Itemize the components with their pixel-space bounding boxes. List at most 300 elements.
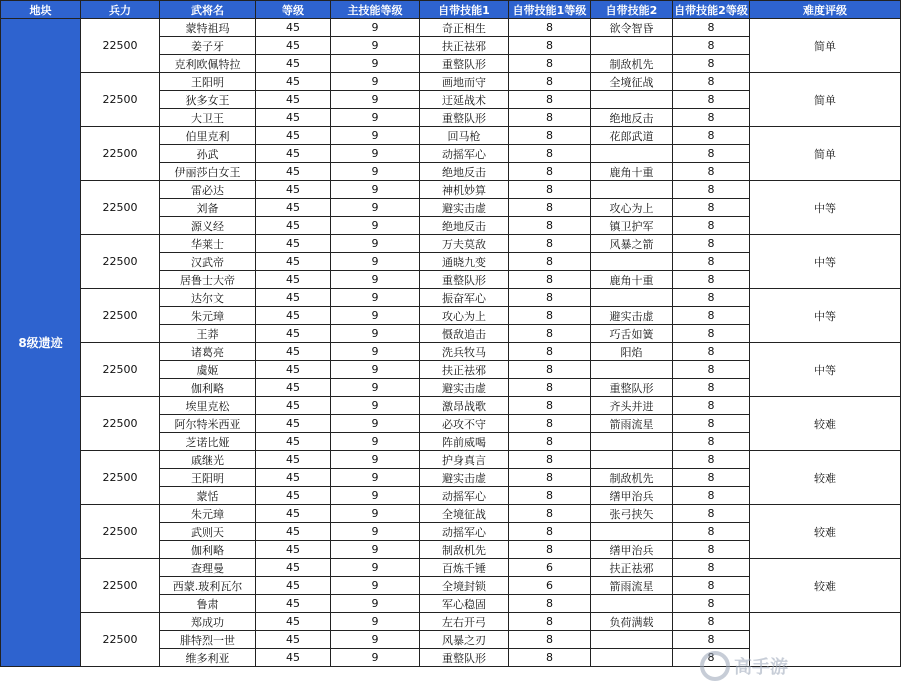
skill1-cell: 重整队形: [420, 271, 509, 289]
skill1-level-cell: 8: [509, 613, 591, 631]
main-skill-level-cell: 9: [331, 343, 420, 361]
general-name-cell: 朱元璋: [160, 505, 256, 523]
difficulty-cell: 较难: [750, 559, 901, 613]
level-cell: 45: [256, 235, 331, 253]
skill1-level-cell: 8: [509, 253, 591, 271]
general-name-cell: 芝诺比娅: [160, 433, 256, 451]
table-row: [1, 505, 901, 523]
skill1-level-cell: 8: [509, 55, 591, 73]
troops-cell: 22500: [81, 343, 160, 397]
skill2-level-cell: 8: [673, 37, 750, 55]
skill2-cell: [591, 289, 673, 307]
skill1-level-cell: 8: [509, 235, 591, 253]
skill1-cell: 重整队形: [420, 649, 509, 667]
skill2-cell: 扶正祛邪: [591, 559, 673, 577]
skill1-level-cell: 8: [509, 595, 591, 613]
skill1-level-cell: 8: [509, 523, 591, 541]
main-skill-level-cell: 9: [331, 19, 420, 37]
general-name-cell: 朱元璋: [160, 307, 256, 325]
troops-cell: 22500: [81, 19, 160, 73]
main-skill-level-cell: 9: [331, 91, 420, 109]
main-skill-level-cell: 9: [331, 559, 420, 577]
skill2-cell: 全境征战: [591, 73, 673, 91]
header-cell: 武将名: [160, 1, 256, 19]
troops-cell: 22500: [81, 613, 160, 667]
level-cell: 45: [256, 289, 331, 307]
level-cell: 45: [256, 253, 331, 271]
difficulty-cell: 简单: [750, 73, 901, 127]
level-cell: 45: [256, 343, 331, 361]
skill2-cell: 欲令智昏: [591, 19, 673, 37]
troops-cell: 22500: [81, 127, 160, 181]
skill1-cell: 洗兵牧马: [420, 343, 509, 361]
skill2-cell: [591, 523, 673, 541]
header-cell: 主技能等级: [331, 1, 420, 19]
general-name-cell: 戚继光: [160, 451, 256, 469]
table-body: [1, 19, 901, 667]
skill1-level-cell: 6: [509, 559, 591, 577]
general-name-cell: 郑成功: [160, 613, 256, 631]
header-cell: 自带技能1: [420, 1, 509, 19]
header-row: [1, 1, 901, 19]
skill1-level-cell: 8: [509, 415, 591, 433]
level-cell: 45: [256, 163, 331, 181]
skill2-level-cell: 8: [673, 613, 750, 631]
skill2-level-cell: 8: [673, 631, 750, 649]
troops-cell: 22500: [81, 451, 160, 505]
skill2-level-cell: 8: [673, 127, 750, 145]
skill1-cell: 动摇军心: [420, 523, 509, 541]
main-skill-level-cell: 9: [331, 271, 420, 289]
general-name-cell: 达尔文: [160, 289, 256, 307]
main-skill-level-cell: 9: [331, 55, 420, 73]
general-name-cell: 虞姬: [160, 361, 256, 379]
skill2-cell: 负荷满载: [591, 613, 673, 631]
skill2-level-cell: 8: [673, 451, 750, 469]
skill1-cell: 避实击虚: [420, 469, 509, 487]
general-name-cell: 大卫王: [160, 109, 256, 127]
level-cell: 45: [256, 433, 331, 451]
skill1-level-cell: 8: [509, 631, 591, 649]
main-skill-level-cell: 9: [331, 415, 420, 433]
level-cell: 45: [256, 109, 331, 127]
main-skill-level-cell: 9: [331, 469, 420, 487]
general-name-cell: 孙武: [160, 145, 256, 163]
level-cell: 45: [256, 271, 331, 289]
troops-cell: 22500: [81, 235, 160, 289]
level-cell: 45: [256, 55, 331, 73]
skill2-level-cell: 8: [673, 469, 750, 487]
skill1-cell: 制敌机先: [420, 541, 509, 559]
main-skill-level-cell: 9: [331, 649, 420, 667]
general-name-cell: 源义经: [160, 217, 256, 235]
skill1-level-cell: 8: [509, 289, 591, 307]
level-cell: 45: [256, 325, 331, 343]
skill1-cell: 绝地反击: [420, 163, 509, 181]
watermark-text: 高手游: [734, 657, 788, 678]
skill2-level-cell: 8: [673, 253, 750, 271]
skill2-cell: [591, 649, 673, 667]
skill2-cell: 巧舌如簧: [591, 325, 673, 343]
difficulty-cell: [750, 613, 901, 667]
general-name-cell: 伊丽莎白女王: [160, 163, 256, 181]
main-skill-level-cell: 9: [331, 37, 420, 55]
skill2-level-cell: 8: [673, 343, 750, 361]
general-name-cell: 阿尔特米西亚: [160, 415, 256, 433]
main-skill-level-cell: 9: [331, 397, 420, 415]
general-name-cell: 居鲁士大帝: [160, 271, 256, 289]
skill2-level-cell: 8: [673, 415, 750, 433]
level-cell: 45: [256, 613, 331, 631]
main-skill-level-cell: 9: [331, 145, 420, 163]
troops-cell: 22500: [81, 397, 160, 451]
skill2-cell: [591, 451, 673, 469]
general-name-cell: 王阳明: [160, 73, 256, 91]
general-name-cell: 伽利略: [160, 379, 256, 397]
troops-cell: 22500: [81, 73, 160, 127]
skill2-cell: 重整队形: [591, 379, 673, 397]
general-name-cell: 武则天: [160, 523, 256, 541]
general-name-cell: 王阳明: [160, 469, 256, 487]
main-skill-level-cell: 9: [331, 73, 420, 91]
skill1-cell: 攻心为上: [420, 307, 509, 325]
skill2-level-cell: 8: [673, 163, 750, 181]
skill2-level-cell: 8: [673, 325, 750, 343]
skill1-level-cell: 8: [509, 91, 591, 109]
skill1-level-cell: 8: [509, 163, 591, 181]
skill1-level-cell: 8: [509, 109, 591, 127]
skill2-level-cell: 8: [673, 73, 750, 91]
skill1-level-cell: 8: [509, 541, 591, 559]
general-name-cell: 克利欧佩特拉: [160, 55, 256, 73]
skill1-level-cell: 8: [509, 379, 591, 397]
level-cell: 45: [256, 451, 331, 469]
level-cell: 45: [256, 487, 331, 505]
skill2-cell: 箭雨流星: [591, 415, 673, 433]
skill2-level-cell: 8: [673, 55, 750, 73]
skill1-level-cell: 8: [509, 325, 591, 343]
main-skill-level-cell: 9: [331, 109, 420, 127]
skill2-level-cell: 8: [673, 379, 750, 397]
level-cell: 45: [256, 379, 331, 397]
skill1-cell: 风暴之刃: [420, 631, 509, 649]
skill2-cell: 张弓挟矢: [591, 505, 673, 523]
general-name-cell: 西蒙.玻利瓦尔: [160, 577, 256, 595]
skill1-cell: 避实击虚: [420, 199, 509, 217]
main-skill-level-cell: 9: [331, 379, 420, 397]
skill1-level-cell: 8: [509, 271, 591, 289]
skill2-level-cell: 8: [673, 181, 750, 199]
skill2-level-cell: 8: [673, 271, 750, 289]
general-name-cell: 维多利亚: [160, 649, 256, 667]
level-cell: 45: [256, 595, 331, 613]
level-cell: 45: [256, 649, 331, 667]
skill1-level-cell: 8: [509, 487, 591, 505]
general-name-cell: 汉武帝: [160, 253, 256, 271]
main-skill-level-cell: 9: [331, 181, 420, 199]
skill2-level-cell: 8: [673, 505, 750, 523]
level-cell: 45: [256, 91, 331, 109]
skill2-level-cell: 8: [673, 199, 750, 217]
troops-cell: 22500: [81, 505, 160, 559]
main-skill-level-cell: 9: [331, 361, 420, 379]
skill1-level-cell: 8: [509, 451, 591, 469]
skill1-level-cell: 8: [509, 19, 591, 37]
level-cell: 45: [256, 145, 331, 163]
skill2-cell: [591, 145, 673, 163]
skill1-level-cell: 8: [509, 307, 591, 325]
main-skill-level-cell: 9: [331, 451, 420, 469]
skill2-level-cell: 8: [673, 145, 750, 163]
header-cell: 等级: [256, 1, 331, 19]
difficulty-cell: 较难: [750, 505, 901, 559]
skill1-level-cell: 8: [509, 73, 591, 91]
skill1-level-cell: 8: [509, 469, 591, 487]
header-cell: 地块: [1, 1, 81, 19]
main-skill-level-cell: 9: [331, 613, 420, 631]
skill2-cell: 花郎武道: [591, 127, 673, 145]
skill1-level-cell: 8: [509, 433, 591, 451]
skill1-cell: 重整队形: [420, 55, 509, 73]
main-skill-level-cell: 9: [331, 307, 420, 325]
skill1-cell: 神机妙算: [420, 181, 509, 199]
skill2-cell: [591, 595, 673, 613]
skill2-cell: [591, 37, 673, 55]
skill1-cell: 护身真言: [420, 451, 509, 469]
table-row: [1, 73, 901, 91]
table-row: [1, 451, 901, 469]
table-row: [1, 235, 901, 253]
skill2-level-cell: 8: [673, 523, 750, 541]
general-name-cell: 华莱士: [160, 235, 256, 253]
level-cell: 45: [256, 523, 331, 541]
troops-cell: 22500: [81, 559, 160, 613]
difficulty-cell: 中等: [750, 343, 901, 397]
skill2-cell: 阳焰: [591, 343, 673, 361]
table-row: [1, 19, 901, 37]
main-skill-level-cell: 9: [331, 289, 420, 307]
main-skill-level-cell: 9: [331, 199, 420, 217]
skill2-cell: 镇卫护军: [591, 217, 673, 235]
skill2-level-cell: 8: [673, 361, 750, 379]
skill1-cell: 重整队形: [420, 109, 509, 127]
skill1-cell: 左右开弓: [420, 613, 509, 631]
general-name-cell: 王莽: [160, 325, 256, 343]
difficulty-cell: 较难: [750, 451, 901, 505]
level-cell: 45: [256, 361, 331, 379]
table-row: [1, 397, 901, 415]
table-row: [1, 289, 901, 307]
main-skill-level-cell: 9: [331, 631, 420, 649]
skill2-cell: 缮甲治兵: [591, 541, 673, 559]
skill2-cell: 制敌机先: [591, 469, 673, 487]
general-name-cell: 蒙特祖玛: [160, 19, 256, 37]
skill1-cell: 动摇军心: [420, 487, 509, 505]
level-cell: 45: [256, 577, 331, 595]
skill2-level-cell: 8: [673, 541, 750, 559]
general-name-cell: 伯里克利: [160, 127, 256, 145]
skill1-cell: 必攻不守: [420, 415, 509, 433]
level-cell: 45: [256, 181, 331, 199]
skill1-level-cell: 8: [509, 199, 591, 217]
skill1-level-cell: 8: [509, 343, 591, 361]
difficulty-cell: 中等: [750, 289, 901, 343]
skill2-cell: 鹿角十重: [591, 163, 673, 181]
table-row: [1, 343, 901, 361]
skill1-cell: 回马枪: [420, 127, 509, 145]
skill2-level-cell: 8: [673, 91, 750, 109]
header-cell: 自带技能1等级: [509, 1, 591, 19]
main-skill-level-cell: 9: [331, 253, 420, 271]
level-cell: 45: [256, 199, 331, 217]
header-cell: 兵力: [81, 1, 160, 19]
main-skill-level-cell: 9: [331, 487, 420, 505]
main-skill-level-cell: 9: [331, 217, 420, 235]
skill2-level-cell: 8: [673, 487, 750, 505]
difficulty-cell: 较难: [750, 397, 901, 451]
skill1-cell: 全境征战: [420, 505, 509, 523]
skill2-cell: 箭雨流星: [591, 577, 673, 595]
skill1-level-cell: 8: [509, 649, 591, 667]
skill2-cell: 避实击虚: [591, 307, 673, 325]
skill2-level-cell: 8: [673, 577, 750, 595]
skill1-cell: 激昂战歌: [420, 397, 509, 415]
skill1-level-cell: 8: [509, 397, 591, 415]
main-skill-level-cell: 9: [331, 523, 420, 541]
general-name-cell: 狄多女王: [160, 91, 256, 109]
skill2-cell: 齐头并进: [591, 397, 673, 415]
skill1-cell: 军心稳固: [420, 595, 509, 613]
skill1-cell: 振奋军心: [420, 289, 509, 307]
skill1-level-cell: 8: [509, 127, 591, 145]
level-cell: 45: [256, 505, 331, 523]
skill1-level-cell: 6: [509, 577, 591, 595]
main-skill-level-cell: 9: [331, 505, 420, 523]
general-name-cell: 刘备: [160, 199, 256, 217]
skill1-level-cell: 8: [509, 145, 591, 163]
skill2-cell: 绝地反击: [591, 109, 673, 127]
skill2-cell: [591, 253, 673, 271]
general-name-cell: 伽利略: [160, 541, 256, 559]
skill2-level-cell: 8: [673, 307, 750, 325]
header-cell: 自带技能2: [591, 1, 673, 19]
skill2-level-cell: 8: [673, 595, 750, 613]
general-name-cell: 埃里克松: [160, 397, 256, 415]
troops-cell: 22500: [81, 181, 160, 235]
skill2-cell: 制敌机先: [591, 55, 673, 73]
skill1-cell: 通晓九变: [420, 253, 509, 271]
level-cell: 45: [256, 37, 331, 55]
level-cell: 45: [256, 127, 331, 145]
general-name-cell: 诸葛亮: [160, 343, 256, 361]
skill2-level-cell: 8: [673, 649, 750, 667]
main-skill-level-cell: 9: [331, 577, 420, 595]
skill1-cell: 万夫莫敌: [420, 235, 509, 253]
header-cell: 难度评级: [750, 1, 901, 19]
skill1-level-cell: 8: [509, 505, 591, 523]
region-cell: 8级遗迹: [1, 19, 81, 667]
level-cell: 45: [256, 217, 331, 235]
header-cell: 自带技能2等级: [673, 1, 750, 19]
table-row: [1, 559, 901, 577]
difficulty-cell: 简单: [750, 127, 901, 181]
level-cell: 45: [256, 469, 331, 487]
skill1-cell: 迂延战术: [420, 91, 509, 109]
skill1-cell: 扶正祛邪: [420, 361, 509, 379]
skill2-level-cell: 8: [673, 19, 750, 37]
general-name-cell: 查理曼: [160, 559, 256, 577]
skill2-cell: [591, 361, 673, 379]
skill1-level-cell: 8: [509, 181, 591, 199]
level-cell: 45: [256, 541, 331, 559]
level-cell: 45: [256, 73, 331, 91]
skill1-cell: 避实击虚: [420, 379, 509, 397]
skill2-cell: [591, 181, 673, 199]
table-row: [1, 181, 901, 199]
level-cell: 45: [256, 19, 331, 37]
level-cell: 45: [256, 415, 331, 433]
main-skill-level-cell: 9: [331, 325, 420, 343]
general-name-cell: 姜子牙: [160, 37, 256, 55]
skill1-level-cell: 8: [509, 37, 591, 55]
skill2-cell: 风暴之箭: [591, 235, 673, 253]
level-cell: 45: [256, 307, 331, 325]
difficulty-cell: 中等: [750, 181, 901, 235]
skill2-cell: 鹿角十重: [591, 271, 673, 289]
table-row: [1, 613, 901, 631]
skill1-cell: 动摇军心: [420, 145, 509, 163]
main-skill-level-cell: 9: [331, 163, 420, 181]
skill1-cell: 绝地反击: [420, 217, 509, 235]
skill1-cell: 慑敌追击: [420, 325, 509, 343]
skill2-level-cell: 8: [673, 559, 750, 577]
level-cell: 45: [256, 559, 331, 577]
skill2-level-cell: 8: [673, 397, 750, 415]
main-skill-level-cell: 9: [331, 433, 420, 451]
skill1-cell: 全境封锁: [420, 577, 509, 595]
skill2-cell: [591, 631, 673, 649]
troops-cell: 22500: [81, 289, 160, 343]
skill1-cell: 百炼千锤: [420, 559, 509, 577]
table-row: [1, 127, 901, 145]
general-name-cell: 鲁肃: [160, 595, 256, 613]
general-name-cell: 蒙恬: [160, 487, 256, 505]
level-cell: 45: [256, 397, 331, 415]
main-skill-level-cell: 9: [331, 541, 420, 559]
skill1-level-cell: 8: [509, 361, 591, 379]
skill2-level-cell: 8: [673, 235, 750, 253]
main-skill-level-cell: 9: [331, 127, 420, 145]
skill1-cell: 画地而守: [420, 73, 509, 91]
main-skill-level-cell: 9: [331, 235, 420, 253]
difficulty-cell: 中等: [750, 235, 901, 289]
general-name-cell: 腓特烈一世: [160, 631, 256, 649]
skill1-cell: 扶正祛邪: [420, 37, 509, 55]
skill2-cell: 攻心为上: [591, 199, 673, 217]
skill1-cell: 阵前威喝: [420, 433, 509, 451]
level-cell: 45: [256, 631, 331, 649]
main-skill-level-cell: 9: [331, 595, 420, 613]
difficulty-cell: 简单: [750, 19, 901, 73]
skill2-cell: 缮甲治兵: [591, 487, 673, 505]
skill2-level-cell: 8: [673, 433, 750, 451]
skill2-level-cell: 8: [673, 289, 750, 307]
skill2-cell: [591, 433, 673, 451]
skill1-level-cell: 8: [509, 217, 591, 235]
skill2-level-cell: 8: [673, 217, 750, 235]
skill2-level-cell: 8: [673, 109, 750, 127]
general-name-cell: 雷必达: [160, 181, 256, 199]
